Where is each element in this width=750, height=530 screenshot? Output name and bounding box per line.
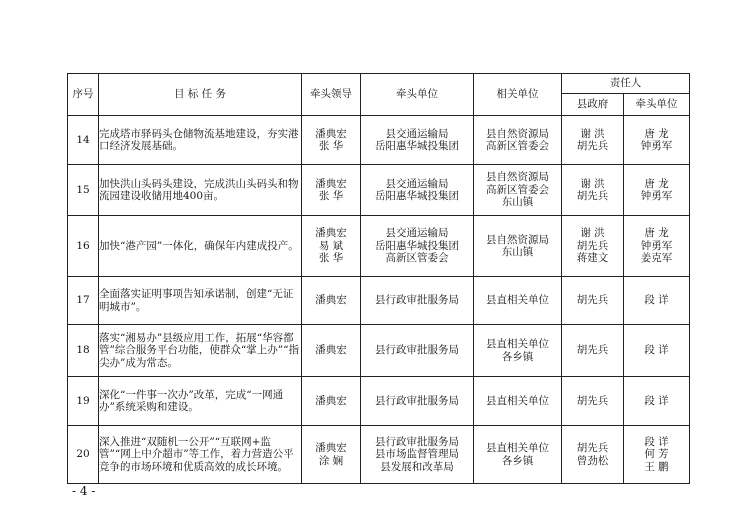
cell-seq: 17 (68, 277, 99, 325)
cell-lead-unit: 县交通运输局 岳阳惠华城投集团 高新区管委会 (361, 216, 474, 277)
cell-task: 深入推进“双随机一公开”“互联网+监管”“网上中介超市”等工作，着力营造公平竞争的市场环境和优质高效的成长环境。 (99, 426, 302, 484)
cell-seq: 16 (68, 216, 99, 277)
cell-related-unit: 县自然资源局 高新区管委会 东山镇 (474, 165, 562, 216)
cell-leader: 潘典宏 (302, 325, 361, 377)
cell-task: 全面落实证明事项告知承诺制，创建“无证明城市”。 (99, 277, 302, 325)
cell-county-gov: 谢 洪 胡先兵 (562, 165, 624, 216)
cell-lead-person: 段 详 (624, 277, 690, 325)
cell-related-unit: 县直相关单位 (474, 377, 562, 426)
cell-lead-person: 段 详 何 芳 王 鹏 (624, 426, 690, 484)
header-lead-unit-person: 牵头单位 (624, 94, 690, 116)
header-related-unit: 相关单位 (474, 74, 562, 116)
cell-leader: 潘典宏 张 华 (302, 116, 361, 165)
cell-task: 加快“港产园”一体化，确保年内建成投产。 (99, 216, 302, 277)
header-seq: 序号 (68, 74, 99, 116)
cell-lead-unit: 县行政审批服务局 (361, 325, 474, 377)
cell-seq: 18 (68, 325, 99, 377)
cell-task: 落实“湘易办”县级应用工作，拓展“华容都管”综合服务平台功能，使群众“掌上办”“指尖办”成为常态。 (99, 325, 302, 377)
cell-lead-person: 段 详 (624, 325, 690, 377)
cell-county-gov: 谢 洪 胡先兵 蒋建文 (562, 216, 624, 277)
cell-lead-unit: 县行政审批服务局 (361, 277, 474, 325)
cell-related-unit: 县自然资源局 东山镇 (474, 216, 562, 277)
cell-lead-unit: 县行政审批服务局 (361, 377, 474, 426)
cell-leader: 潘典宏 (302, 377, 361, 426)
table-row (68, 377, 690, 426)
cell-county-gov: 胡先兵 (562, 325, 624, 377)
cell-seq: 20 (68, 426, 99, 484)
table-row (68, 116, 690, 165)
cell-county-gov: 谢 洪 胡先兵 (562, 116, 624, 165)
cell-task: 深化“一件事一次办”改革，完成“一网通办”系统采购和建设。 (99, 377, 302, 426)
header-county-gov: 县政府 (562, 94, 624, 116)
cell-related-unit: 县自然资源局 高新区管委会 (474, 116, 562, 165)
task-table (67, 73, 690, 484)
cell-task: 完成塔市驿码头仓储物流基地建设，夯实港口经济发展基础。 (99, 116, 302, 165)
table-row (68, 325, 690, 377)
table-row (68, 426, 690, 484)
cell-task: 加快洪山头码头建设，完成洪山头码头和物流园建设收储用地400亩。 (99, 165, 302, 216)
page-number: - 4 - (72, 484, 96, 498)
cell-related-unit: 县直相关单位 (474, 277, 562, 325)
cell-leader: 潘典宏 (302, 277, 361, 325)
header-lead-unit: 牵头单位 (361, 74, 474, 116)
table-row (68, 277, 690, 325)
cell-county-gov: 胡先兵 (562, 377, 624, 426)
cell-lead-unit: 县行政审批服务局 县市场监督管理局 县发展和改革局 (361, 426, 474, 484)
cell-lead-person: 唐 龙 钟勇军 (624, 116, 690, 165)
table-header-row (68, 74, 690, 94)
cell-seq: 19 (68, 377, 99, 426)
cell-lead-unit: 县交通运输局 岳阳惠华城投集团 (361, 165, 474, 216)
cell-related-unit: 县直相关单位 各乡镇 (474, 325, 562, 377)
header-task: 目 标 任 务 (99, 74, 302, 116)
cell-leader: 潘典宏 易 斌 张 华 (302, 216, 361, 277)
cell-lead-person: 唐 龙 钟勇军 姜克军 (624, 216, 690, 277)
table-row (68, 165, 690, 216)
cell-lead-person: 段 详 (624, 377, 690, 426)
cell-county-gov: 胡先兵 曾劲松 (562, 426, 624, 484)
cell-lead-unit: 县交通运输局 岳阳惠华城投集团 (361, 116, 474, 165)
header-leader: 牵头领导 (302, 74, 361, 116)
header-responsible: 责任人 (562, 74, 690, 94)
cell-seq: 15 (68, 165, 99, 216)
cell-seq: 14 (68, 116, 99, 165)
cell-county-gov: 胡先兵 (562, 277, 624, 325)
cell-leader: 潘典宏 张 华 (302, 165, 361, 216)
cell-leader: 潘典宏 涂 娴 (302, 426, 361, 484)
cell-lead-person: 唐 龙 钟勇军 (624, 165, 690, 216)
cell-related-unit: 县直相关单位 各乡镇 (474, 426, 562, 484)
table-row (68, 216, 690, 277)
